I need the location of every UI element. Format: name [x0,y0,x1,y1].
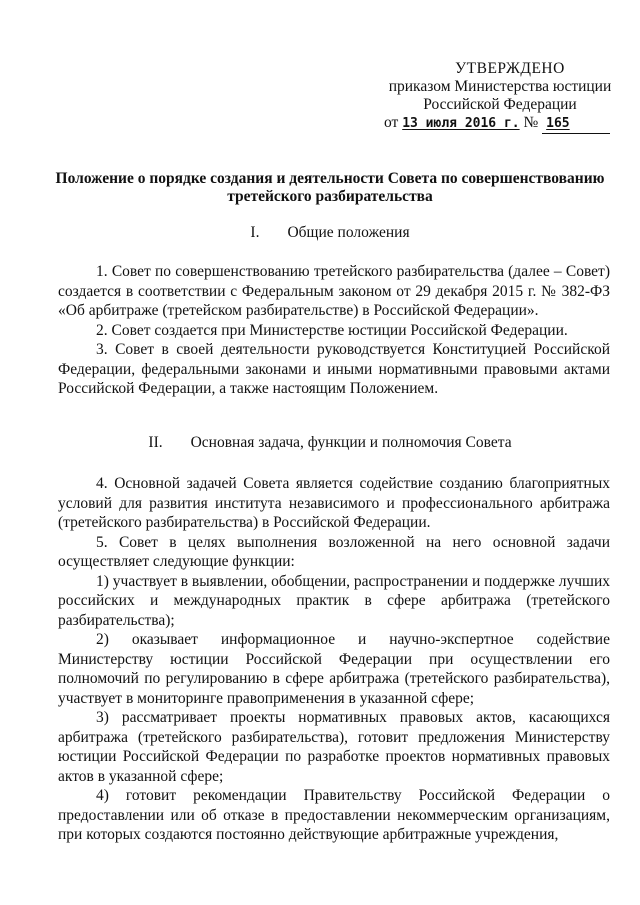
paragraph: 2. Совет создается при Министерстве юстиции Российской Федерации. [96,321,568,339]
date-prefix: от [384,114,399,131]
paragraph: 4. Основной задачей Совета является содействие созданию благоприятных условий для развития института независимого и профессионального арбитража (третейского разбирательства) в Российской Федерации. [58,475,610,531]
paragraph: 1. Совет по совершенствованию третейского разбирательства (далее – Совет) создается в соответствии с Федеральным законом от 29 декабря 2015 г. № 382-ФЗ «Об арбитраже (третейском разбирательстве) в Российской Федерации». [58,263,610,319]
order-date: 13 июля 2016 г. [402,116,520,131]
paragraph: 3. Совет в своей деятельности руководствуется Конституцией Российской Федерации, федеральными законами и иными нормативными правовыми актами Российской Федерации, а также настоящим Положением. [58,341,610,397]
paragraph: 4) готовит рекомендации Правительству Российской Федерации о предоставлении или об отказе в предоставлении некоммерческим организациям, при которых создаются постоянно действующие арбитражные учреждения, [58,787,610,843]
paragraph: 5. Совет в целях выполнения возложенной на него основной задачи осуществляет следующие функции: [58,533,610,570]
section-1-numeral: I. [250,224,260,241]
document-title [50,170,610,206]
section-1-body [58,262,610,399]
approval-order-line [384,114,620,134]
document-title-line-2: третейского разбирательства [227,188,433,205]
section-1-title: Общие положения [287,224,410,241]
approval-line-federation: Российской Федерации [423,96,577,113]
paragraph: 2) оказывает информационное и научно-экспертное содействие Министерству юстиции Российской Федерации при осуществлении его полномочий по регулированию в сфере арбитража (третейского разбирательства), участвует в мониторинге правоприменения в указанной сфере; [58,631,610,707]
approval-stamp: УТВЕРЖДЕНО [455,60,565,77]
number-prefix: № [523,114,539,131]
paragraph: 1) участвует в выявлении, обобщении, распространении и поддержке лучших российских и международных практик в сфере арбитража (третейского разбирательства); [58,572,611,629]
section-2-title: Основная задача, функции и полномочия Совета [190,434,512,451]
order-number: 165 [546,116,570,131]
approval-line-ministry: приказом Министерства юстиции [388,78,612,95]
section-2-heading [50,434,610,452]
section-1-heading [50,224,610,242]
document-title-line-1: Положение о порядке создания и деятельности Совета по совершенствованию [55,170,605,187]
section-2-numeral: II. [148,434,163,451]
paragraph: 3) рассматривает проекты нормативных правовых актов, касающихся арбитража (третейского разбирательства), готовит предложения Министерству юстиции Российской Федерации по разработке проектов нормативных правовых актов в указанной сфере; [58,709,610,785]
section-2-body [58,474,610,845]
approval-block [380,60,620,134]
